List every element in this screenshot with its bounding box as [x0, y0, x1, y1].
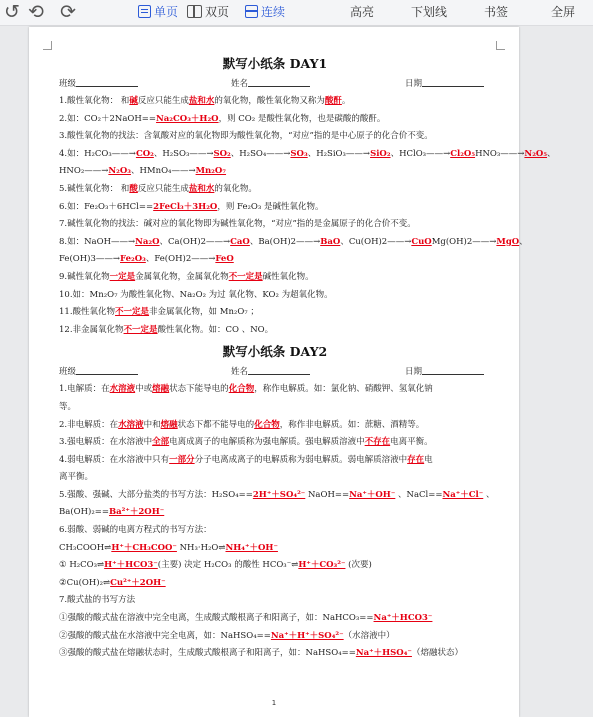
text-line: [59, 111, 491, 129]
underline-button[interactable]: 下划线: [411, 5, 448, 19]
answer-text: SO₂: [213, 148, 231, 159]
prompt-text: 状态下都不能导电的: [177, 419, 255, 430]
day1-title: 默写小纸条 DAY1: [222, 56, 328, 71]
answer-text: NH₄⁺＋OH⁻: [225, 542, 278, 553]
text-line: [59, 269, 491, 287]
text-line: [59, 93, 491, 111]
prompt-text: 反应只能生成: [137, 183, 189, 194]
answer-text: FeO: [215, 254, 234, 265]
answer-text: 存在: [407, 454, 425, 465]
answer-text: 酸: [129, 183, 138, 194]
answer-text: Na⁺＋OH⁻: [349, 489, 396, 500]
answer-text: H⁺＋CO₃²⁻: [298, 560, 346, 571]
answer-text: Na⁺＋HSO₄⁻: [355, 648, 412, 659]
prompt-text: 6.如：Fe₂O₃＋6HCl==: [59, 201, 154, 212]
prompt-text: （水溶液中）: [343, 630, 395, 641]
prompt-text: 1.电解质：在: [59, 384, 110, 395]
redo-icon[interactable]: ⟳: [60, 1, 76, 23]
answer-text: SiO₂: [370, 148, 391, 159]
text-line: [59, 251, 491, 269]
prompt-text: 10.如：Mn₂O₇ 为酸性氧化物、Na₂O₂ 为过 氧化物、KO₂ 为超氧化物。: [59, 289, 333, 300]
prompt-text: 、HMnO₄——→: [130, 166, 196, 177]
prompt-text: 11.酸性氧化物: [59, 307, 116, 318]
date-label: 日期: [405, 367, 423, 378]
answer-text: 不存在: [364, 437, 391, 448]
answer-text: 盐和水: [188, 183, 215, 194]
prompt-text: 8.如：NaOH——→: [59, 236, 136, 247]
prompt-text: 、H₂SiO₃——→: [307, 148, 371, 159]
answer-text: 一定是: [109, 271, 136, 282]
class-label: 班级: [59, 367, 77, 378]
prompt-text: ③强酸的酸式盐在熔融状态时，生成酸式酸根离子和阳离子，如：NaHSO₄==: [59, 648, 356, 659]
prompt-text: 2.非电解质：在: [59, 419, 119, 430]
prompt-text: Mg(OH)2——→: [431, 236, 497, 247]
prompt-text: 、Ca(OH)2——→: [159, 236, 231, 247]
answer-text: SO₃: [290, 148, 308, 159]
text-line: [59, 592, 491, 610]
single-page-button[interactable]: [138, 4, 178, 20]
answer-text: Cu²⁺＋2OH⁻: [110, 577, 166, 588]
text-line: [59, 399, 491, 417]
prompt-text: 4.弱电解质：在水溶液中只有: [59, 454, 170, 465]
date-label: 日期: [405, 79, 423, 89]
prompt-text: (次要): [345, 560, 372, 571]
prompt-text: ，称作电解质。如：氯化钠、硝酸钾、氢氧化钠: [254, 384, 433, 395]
text-line: [59, 381, 491, 399]
prompt-text: HNO₃——→: [475, 148, 525, 159]
answer-text: Na₂O: [135, 236, 160, 247]
undo-icon[interactable]: ↺: [4, 1, 20, 23]
text-line: [59, 628, 491, 646]
prompt-text: NaOH==: [305, 489, 350, 500]
text-line: [59, 216, 491, 234]
day1-header-fields: [59, 75, 491, 91]
answer-text: 水溶液: [109, 384, 136, 395]
day2-title: 默写小纸条 DAY2: [222, 344, 328, 360]
text-line: [59, 322, 491, 340]
double-page-label: 双页: [205, 5, 230, 19]
prompt-text: 、HClO₃——→: [390, 148, 451, 159]
prompt-text: 酸性氧化物。如：CO 、NO。: [157, 324, 274, 335]
single-page-icon: [138, 5, 151, 18]
fullscreen-button[interactable]: 全屏: [551, 5, 576, 19]
prompt-text: 6.弱酸、弱碱的电离方程式的书写方法：: [59, 525, 212, 536]
text-line: [59, 304, 491, 322]
day2-header-fields: [59, 363, 491, 379]
bookmark-button[interactable]: 书签: [484, 5, 509, 19]
single-page-label: 单页: [154, 5, 179, 19]
text-line: [59, 181, 491, 199]
prompt-text: 4.如：H₂CO₃——→: [59, 148, 136, 159]
answer-text: 碱: [129, 96, 138, 106]
prompt-text: 9.碱性氧化物: [59, 271, 110, 282]
double-page-icon: [187, 5, 202, 18]
prompt-text: ，则 CO₂ 是酸性氧化物，也是碳酸的酸酐。: [218, 113, 386, 124]
class-field: [59, 363, 138, 380]
double-page-button[interactable]: [187, 4, 229, 20]
answer-text: 2H⁺＋SO₄²⁻: [252, 489, 306, 500]
prompt-text: 碱性氧化物。: [262, 271, 314, 282]
undo-circle-icon[interactable]: ⟲: [28, 1, 44, 23]
text-line: [59, 487, 495, 505]
prompt-text: 金属氧化物，金属氧化物: [135, 271, 229, 282]
text-line: [59, 522, 491, 540]
page-corner-mark: [496, 41, 505, 50]
answer-text: 不一定是: [228, 271, 263, 282]
name-label: 姓名: [231, 367, 249, 378]
text-line: [59, 234, 528, 252]
prompt-text: 的氧化物，酸性氧化物又称为: [214, 96, 325, 106]
prompt-text: 5.强酸、强碱、大部分盐类的书写方法：H₂SO₄==: [59, 489, 253, 500]
name-field: [231, 363, 310, 380]
answer-text: H⁺＋CH₃COO⁻: [111, 542, 177, 553]
prompt-text: (主要) 决定 H₂CO₃ 的酸性 HCO₃⁻⇌: [157, 560, 299, 571]
answer-text: CuO: [411, 236, 432, 247]
text-line: [59, 540, 491, 558]
answer-text: Ba²⁺＋2OH⁻: [108, 507, 165, 518]
answer-text: Mn₂O₇: [195, 166, 227, 177]
answer-text: N₂O₃: [108, 166, 131, 177]
continuous-icon: [245, 5, 258, 18]
answer-text: 不一定是: [123, 324, 158, 335]
answer-text: 2FeCl₃＋3H₂O: [153, 201, 218, 212]
prompt-text: 中和: [143, 419, 161, 430]
answer-text: 酸酐: [324, 96, 342, 106]
highlight-button[interactable]: 高亮: [350, 5, 375, 19]
answer-text: 熔融: [160, 419, 178, 430]
text-line: [59, 417, 491, 435]
prompt-text: 等。: [59, 401, 77, 412]
prompt-text: 状态下能导电的: [169, 384, 229, 395]
prompt-text: 3.酸性氧化物的找法：含氧酸对应的氧化物即为酸性氧化物，“对应”指的是中心原子的化合价不变。: [59, 131, 433, 142]
viewer-toolbar: [0, 0, 593, 26]
prompt-text: 反应只能生成: [137, 96, 189, 106]
prompt-text: 7.碱性氧化物的找法：碱对应的氧化物即为碱性氧化物，“对应”指的是金属原子的化合价不变。: [59, 219, 416, 230]
prompt-text: 、: [547, 148, 556, 159]
day2-lines: [59, 381, 495, 663]
prompt-text: 电离平衡。: [390, 437, 433, 448]
prompt-text: ，则 Fe₂O₃ 是碱性氧化物。: [217, 201, 324, 212]
answer-text: CaO: [230, 236, 250, 247]
class-field: [59, 75, 138, 92]
answer-text: Na⁺＋H⁺＋SO₄²⁻: [270, 630, 344, 641]
page-content: [59, 55, 556, 663]
text-line: [59, 610, 491, 628]
text-line: [59, 575, 491, 593]
answer-text: MgO: [496, 236, 520, 247]
answer-text: N₂O₅: [524, 148, 548, 159]
prompt-text: 中或: [135, 384, 153, 395]
prompt-text: Fe(OH)3——→: [59, 254, 121, 265]
prompt-text: 离平衡。: [59, 472, 94, 483]
prompt-text: 、Cu(OH)2——→: [340, 236, 412, 247]
answer-text: 熔融: [152, 384, 170, 395]
prompt-text: 、Ba(OH)2——→: [249, 236, 321, 247]
prompt-text: 、: [483, 489, 495, 500]
prompt-text: NH₃·H₂O⇌: [176, 542, 226, 553]
text-line: [59, 452, 491, 470]
answer-text: Na⁺＋Cl⁻: [442, 489, 484, 500]
prompt-text: 5.碱性氧化物： 和: [59, 183, 130, 194]
prompt-text: 、H₂SO₃——→: [153, 148, 214, 159]
answer-text: 水溶液: [118, 419, 144, 430]
text-line: [59, 128, 491, 146]
answer-text: 全部: [152, 437, 170, 448]
prompt-text: （熔融状态）: [411, 648, 463, 659]
answer-text: 化合物: [254, 419, 280, 430]
date-field: [405, 75, 484, 92]
text-line: [59, 163, 491, 181]
prompt-text: 电: [424, 454, 433, 465]
page-corner-mark: [43, 41, 52, 50]
prompt-text: 分子电离成离子的电解质称为弱电解质。弱电解质溶液中: [194, 454, 408, 465]
answer-text: 一部分: [169, 454, 195, 465]
text-line: [59, 146, 556, 164]
document-page: [29, 27, 556, 717]
answer-text: Fe₂O₃: [120, 254, 146, 265]
prompt-text: 非金属氧化物，如 Mn₂O₇ ；: [149, 307, 259, 318]
text-line: [59, 557, 491, 575]
answer-text: BaO: [320, 236, 341, 247]
answer-text: Na⁺＋HCO3⁻: [373, 613, 433, 624]
prompt-text: 的氧化物。: [214, 183, 257, 194]
class-label: 班级: [59, 79, 77, 89]
continuous-label: 连续: [261, 5, 286, 19]
continuous-button[interactable]: [245, 4, 285, 20]
prompt-text: 电离成离子的电解质称为强电解质。强电解质溶液中: [169, 437, 365, 448]
prompt-text: ① H₂CO₃⇌: [59, 560, 105, 571]
day1-lines: [59, 93, 556, 339]
answer-text: Na₂CO₃＋H₂O: [156, 113, 219, 124]
prompt-text: CH₃COOH⇌: [59, 542, 112, 553]
answer-text: Cl₂O₅: [450, 148, 476, 159]
answer-text: 不一定是: [115, 307, 150, 318]
text-line: [59, 287, 491, 305]
prompt-text: 。: [341, 96, 351, 106]
prompt-text: 、NaCl==: [395, 489, 443, 500]
prompt-text: ②Cu(OH)₂⇌: [59, 577, 111, 588]
answer-text: CO₂: [135, 148, 154, 159]
prompt-text: HNO₂——→: [59, 166, 109, 177]
prompt-text: 、Fe(OH)2——→: [145, 254, 216, 265]
prompt-text: ①强酸的酸式盐在溶液中完全电离，生成酸式酸根离子和阳离子，如：NaHCO₃==: [59, 613, 374, 624]
prompt-text: ②强酸的酸式盐在水溶液中完全电离，如：NaHSO₄==: [59, 630, 271, 641]
text-line: [59, 504, 491, 522]
answer-text: 盐和水: [188, 96, 215, 106]
prompt-text: 1.酸性氧化物： 和: [59, 96, 130, 106]
prompt-text: 3.强电解质：在水溶液中: [59, 437, 153, 448]
prompt-text: 、H₂SO₄——→: [230, 148, 291, 159]
answer-text: 化合物: [228, 384, 255, 395]
date-field: [405, 363, 484, 380]
prompt-text: 7.酸式盐的书写方法: [59, 595, 136, 606]
prompt-text: 2.如：CO₂＋2NaOH==: [59, 113, 157, 124]
answer-text: H⁺＋HCO3⁻: [104, 560, 158, 571]
text-line: [59, 199, 491, 217]
name-label: 姓名: [231, 79, 249, 89]
prompt-text: ，称作非电解质。如：蔗糖、酒精等。: [279, 419, 425, 430]
prompt-text: 12.非金属氧化物: [59, 324, 124, 335]
text-line: [59, 434, 491, 452]
prompt-text: Ba(OH)₂==: [59, 507, 109, 518]
page-number: 1: [271, 699, 277, 707]
name-field: [231, 75, 310, 92]
prompt-text: 、: [519, 236, 528, 247]
text-line: [59, 645, 491, 663]
text-line: [59, 469, 491, 487]
